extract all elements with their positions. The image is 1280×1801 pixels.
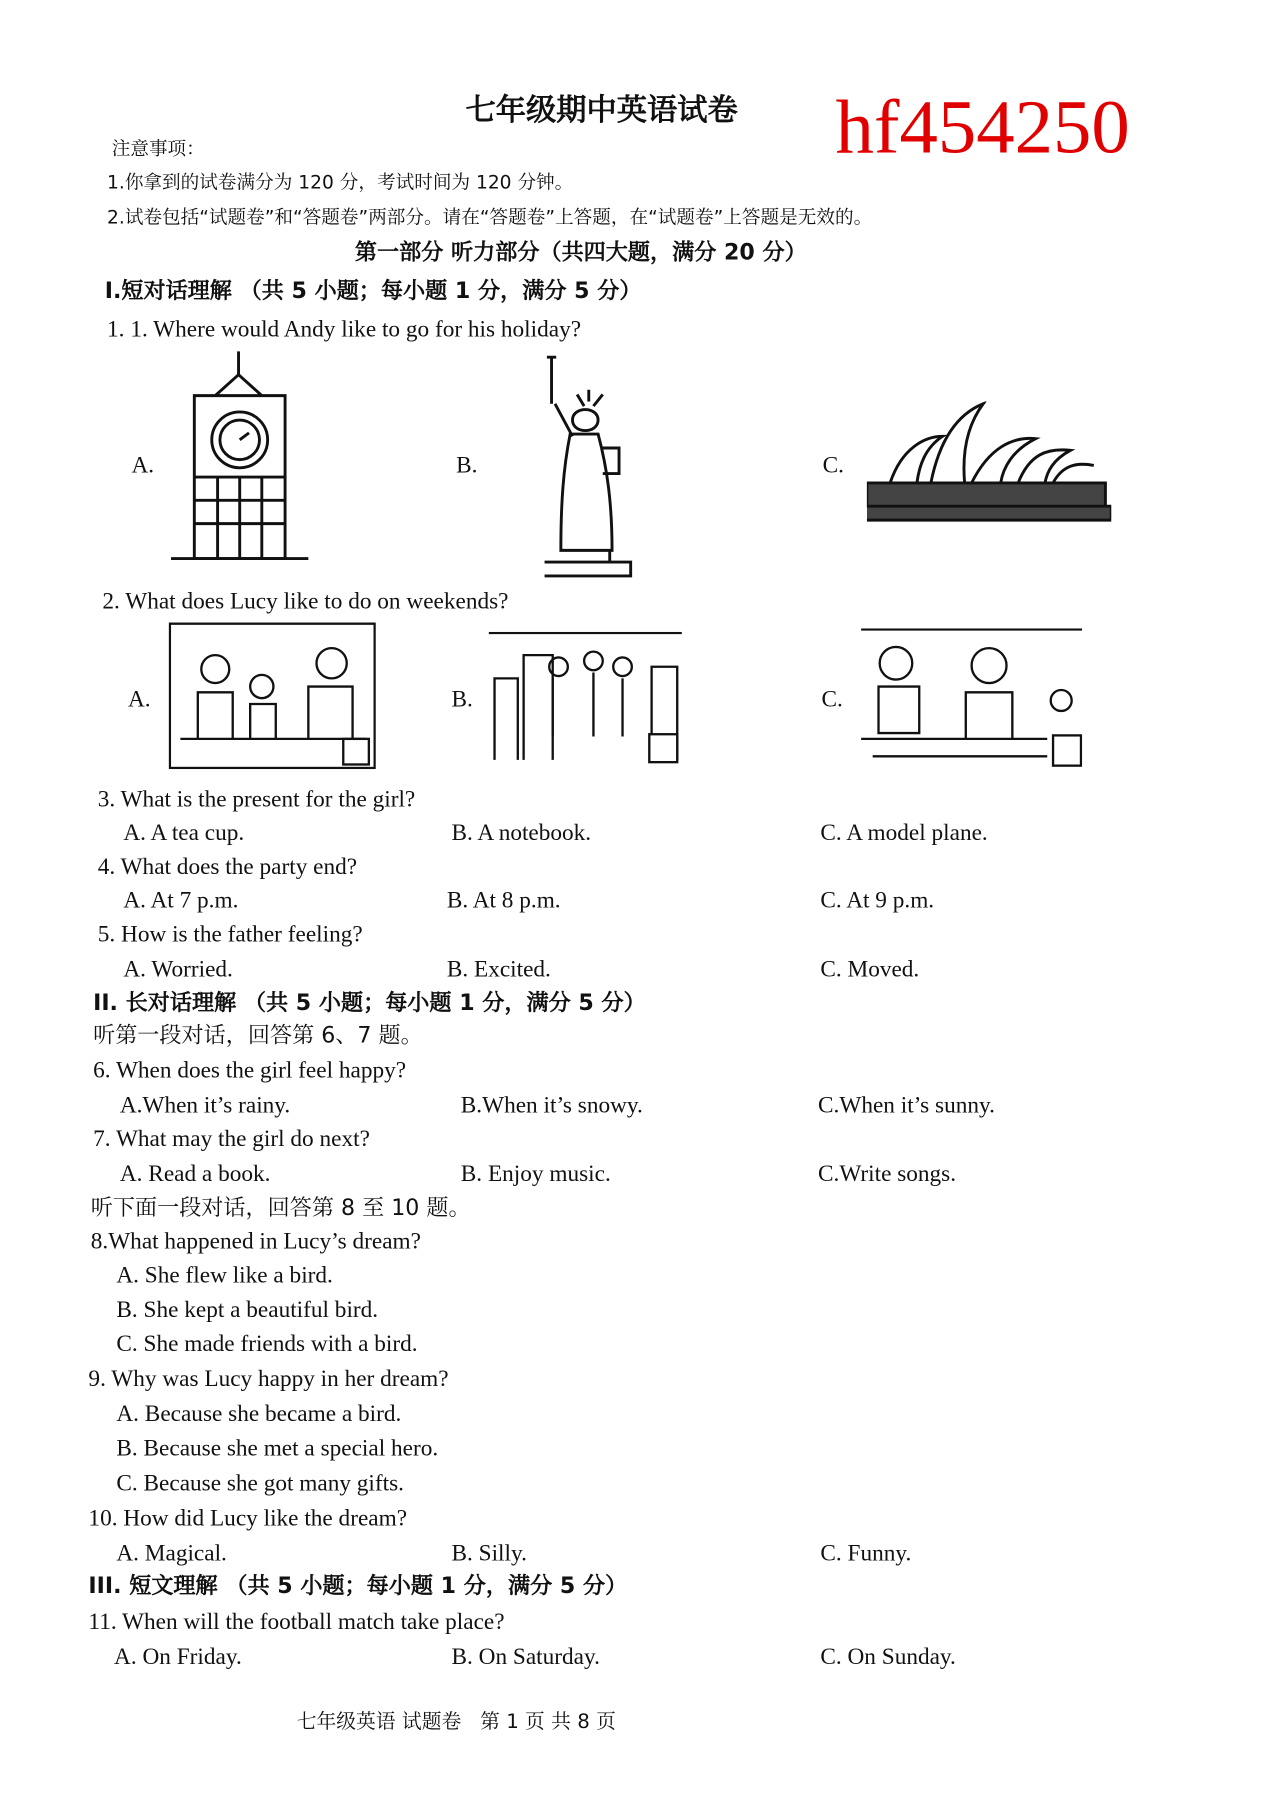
option-c: C.Write songs. xyxy=(818,1161,957,1187)
notice-item: 1.你拿到的试卷满分为 120 分，考试时间为 120 分钟。 xyxy=(107,171,574,194)
option-a: A. At 7 p.m. xyxy=(123,887,239,914)
page-footer: 七年级英语 试题卷 第 1 页 共 8 页 xyxy=(296,1710,616,1734)
option-c: C. She made friends with a bird. xyxy=(116,1331,418,1357)
part-heading: 第一部分 听力部分（共四大题，满分 20 分） xyxy=(354,239,807,266)
option-b: B. On Saturday. xyxy=(451,1644,600,1670)
option-a: A.When it’s rainy. xyxy=(119,1092,291,1119)
question-2: 2. What does Lucy like to do on weekends? xyxy=(102,588,509,615)
question-7: 7. What may the girl do next? xyxy=(93,1126,370,1152)
question-4: 4. What does the party end? xyxy=(97,854,358,880)
option-a: A. A tea cup. xyxy=(123,820,245,846)
big-ben-image xyxy=(169,349,311,561)
option-a: A. Read a book. xyxy=(119,1161,271,1187)
option-a: A. Magical. xyxy=(116,1540,227,1567)
instruction: 听下面一段对话，回答第 8 至 10 题。 xyxy=(90,1195,471,1221)
option-label: C. xyxy=(821,686,843,713)
question-6: 6. When does the girl feel happy? xyxy=(93,1057,407,1084)
option-label: C. xyxy=(822,452,845,479)
option-label: A. xyxy=(131,452,155,479)
option-c: C. Funny. xyxy=(820,1540,912,1567)
option-b: B. Enjoy music. xyxy=(460,1161,611,1187)
option-b: B. She kept a beautiful bird. xyxy=(116,1297,379,1324)
notice-item: 2.试卷包括“试题卷”和“答题卷”两部分。请在“答题卷”上答题，在“试题卷”上答题是无效的。 xyxy=(107,205,873,229)
watermark: hf454250 xyxy=(835,84,1130,170)
option-a: A. On Friday. xyxy=(114,1644,242,1670)
section-heading: I.短对话理解 （共 5 小题；每小题 1 分，满分 5 分） xyxy=(104,278,642,304)
option-a: A. Because she became a bird. xyxy=(116,1400,402,1427)
option-c: C. On Sunday. xyxy=(820,1644,956,1670)
question-9: 9. Why was Lucy happy in her dream? xyxy=(88,1366,449,1392)
question-10: 10. How did Lucy like the dream? xyxy=(88,1505,408,1532)
cooking-image xyxy=(861,628,1082,770)
option-c: C. A model plane. xyxy=(820,820,988,846)
question-3: 3. What is the present for the girl? xyxy=(97,786,416,813)
option-a: A. Worried. xyxy=(123,956,233,983)
sydney-opera-house-image xyxy=(867,401,1111,524)
option-c: C. Because she got many gifts. xyxy=(116,1470,404,1497)
statue-of-liberty-image xyxy=(538,355,637,578)
question-11: 11. When will the football match take place? xyxy=(88,1609,505,1635)
option-label: B. xyxy=(451,686,473,713)
question-5: 5. How is the father feeling? xyxy=(97,921,363,948)
exam-title: 七年级期中英语试卷 xyxy=(465,93,738,128)
option-label: A. xyxy=(127,686,151,713)
question-8: 8.What happened in Lucy’s dream? xyxy=(90,1228,421,1255)
option-a: A. She flew like a bird. xyxy=(116,1262,333,1289)
option-label: B. xyxy=(456,452,478,479)
option-c: C.When it’s sunny. xyxy=(818,1092,995,1119)
option-b: B. Excited. xyxy=(446,956,551,983)
option-c: C. Moved. xyxy=(820,956,920,983)
section-heading: III. 短文理解 （共 5 小题；每小题 1 分，满分 5 分） xyxy=(88,1573,628,1599)
family-eating-image xyxy=(169,623,376,770)
option-c: C. At 9 p.m. xyxy=(820,887,935,914)
option-b: B. Silly. xyxy=(451,1540,527,1567)
city-tour-image xyxy=(489,632,682,767)
option-b: B. Because she met a special hero. xyxy=(116,1435,439,1462)
instruction: 听第一段对话，回答第 6、7 题。 xyxy=(93,1022,423,1049)
notice-label: 注意事项： xyxy=(111,137,205,160)
option-b: B. At 8 p.m. xyxy=(446,887,561,914)
question-1: 1. 1. Where would Andy like to go for his holiday? xyxy=(107,316,582,343)
section-heading: II. 长对话理解 （共 5 小题；每小题 1 分，满分 5 分） xyxy=(93,990,646,1016)
option-b: B. A notebook. xyxy=(451,820,592,846)
option-b: B.When it’s snowy. xyxy=(460,1092,643,1119)
